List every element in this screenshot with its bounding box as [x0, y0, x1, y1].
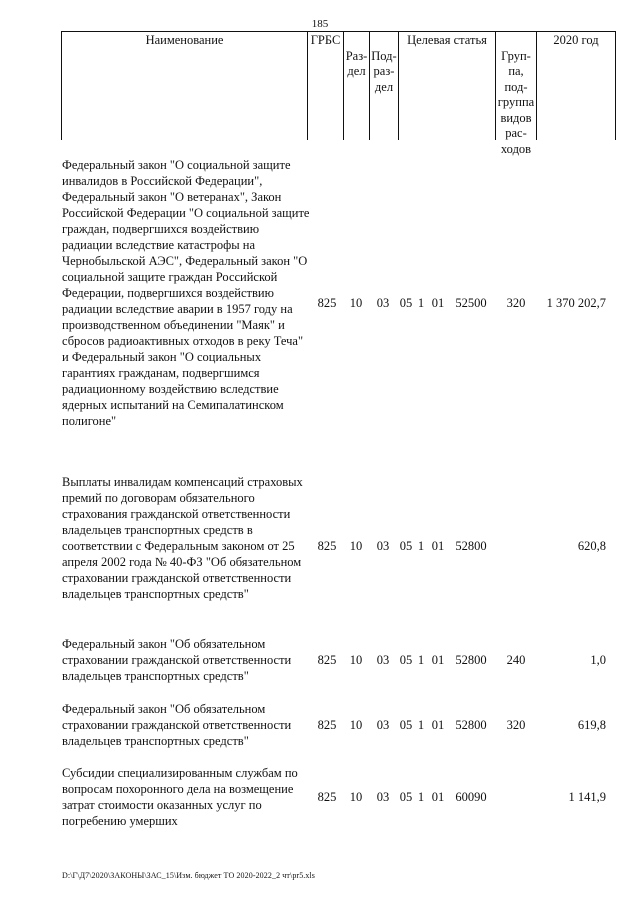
header-podrazdel [369, 31, 398, 140]
row-5-podrazdel: 03 [376, 790, 390, 804]
header-group-label: Груп- па, под- группа видов рас- ходов [497, 48, 535, 156]
row-4-grbs: 825 [317, 718, 337, 732]
row-5-cs3: 01 [431, 790, 445, 804]
row-4-sum: 619,8 [577, 718, 606, 732]
row-5-sum: 1 141,9 [568, 790, 606, 804]
row-1-sum: 1 370 202,7 [546, 296, 606, 310]
header-razdel [343, 31, 369, 140]
row-1-group: 320 [506, 296, 526, 310]
row-3-group: 240 [506, 653, 526, 667]
row-1-name: Федеральный закон "О социальной защите инвалидов в Российской Федерации", Федеральный закон "О ветеранах", Закон Российской Федерации "О социальной защите граждан, подвергшихся воздействию радиации вследствие катастрофы на Чернобыльской АЭС", Федеральный закон "О социальной защите граждан Российской Федерации, подвергшихся воздействию радиации вследствие аварии в 1957 году на производственном объединении "Маяк" и сбросов радиоактивных отходов в реку Теча" и Федеральный закон "О социальных гарантиях гражданам, подвергшимся радиационному воздействию вследствие ядерных испытаний на Семипалатинском полигоне" [62, 158, 310, 428]
row-5-razdel: 10 [349, 790, 363, 804]
page-number: 185 [311, 18, 329, 30]
row-4-cs2: 1 [417, 718, 425, 732]
row-1-cs4: 52500 [455, 296, 487, 310]
row-4-group: 320 [506, 718, 526, 732]
row-3-sum: 1,0 [590, 653, 606, 667]
row-4-razdel: 10 [349, 718, 363, 732]
header-year [536, 31, 616, 140]
header-group [495, 31, 536, 156]
row-2-cs1: 05 [399, 539, 413, 553]
header-target-label: Целевая статья [407, 33, 487, 47]
row-4-name: Федеральный закон "Об обязательном страховании гражданской ответственности владельцев транспортных средств" [62, 702, 292, 748]
row-5-name: Субсидии специализированным службам по вопросам похоронного дела на возмещение затрат стоимости оказанных услуг по погребению умерших [62, 766, 298, 828]
header-razdel-label: Раз- дел [345, 48, 368, 78]
row-4-cs3: 01 [431, 718, 445, 732]
row-5-cs4: 60090 [455, 790, 487, 804]
header-name-label: Наименование [145, 33, 224, 47]
row-3-cs3: 01 [431, 653, 445, 667]
row-4-podrazdel: 03 [376, 718, 390, 732]
file-path-footer: D:\Г\Д7\2020\ЗАКОНЫ\ЗАС_15\Изм. бюджет ТО 2020-2022_2 чт\pr5.xls [62, 871, 316, 880]
row-3-cs1: 05 [399, 653, 413, 667]
row-2-podrazdel: 03 [376, 539, 390, 553]
header-name [61, 31, 307, 140]
row-2-grbs: 825 [317, 539, 337, 553]
row-1-cs3: 01 [431, 296, 445, 310]
row-3-podrazdel: 03 [376, 653, 390, 667]
row-4-cs1: 05 [399, 718, 413, 732]
row-3-cs2: 1 [417, 653, 425, 667]
header-podrazdel-label: Под- раз- дел [371, 48, 397, 94]
row-1-cs2: 1 [417, 296, 425, 310]
row-5-grbs: 825 [317, 790, 337, 804]
header-year-label: 2020 год [553, 33, 599, 47]
row-4-cs4: 52800 [455, 718, 487, 732]
row-5-cs1: 05 [399, 790, 413, 804]
row-3-razdel: 10 [349, 653, 363, 667]
row-5-cs2: 1 [417, 790, 425, 804]
header-target [398, 31, 495, 140]
row-2-razdel: 10 [349, 539, 363, 553]
row-1-podrazdel: 03 [376, 296, 390, 310]
row-3-cs4: 52800 [455, 653, 487, 667]
header-grbs [307, 31, 343, 140]
row-2-cs4: 52800 [455, 539, 487, 553]
row-1-cs1: 05 [399, 296, 413, 310]
row-1-grbs: 825 [317, 296, 337, 310]
row-3-name: Федеральный закон "Об обязательном страховании гражданской ответственности владельцев транспортных средств" [62, 637, 292, 683]
row-2-sum: 620,8 [577, 539, 606, 553]
row-2-cs3: 01 [431, 539, 445, 553]
row-3-grbs: 825 [317, 653, 337, 667]
row-1-razdel: 10 [349, 296, 363, 310]
row-2-cs2: 1 [417, 539, 425, 553]
row-2-name: Выплаты инвалидам компенсаций страховых премий по договорам обязательного страхования гражданской ответственности владельцев транспортных средств в соответствии с Федеральным законом от 25 апреля 2002 года № 40-ФЗ "Об обязательном страховании гражданской ответственности владельцев транспортных средств" [62, 475, 303, 601]
header-grbs-label: ГРБС [310, 33, 341, 47]
